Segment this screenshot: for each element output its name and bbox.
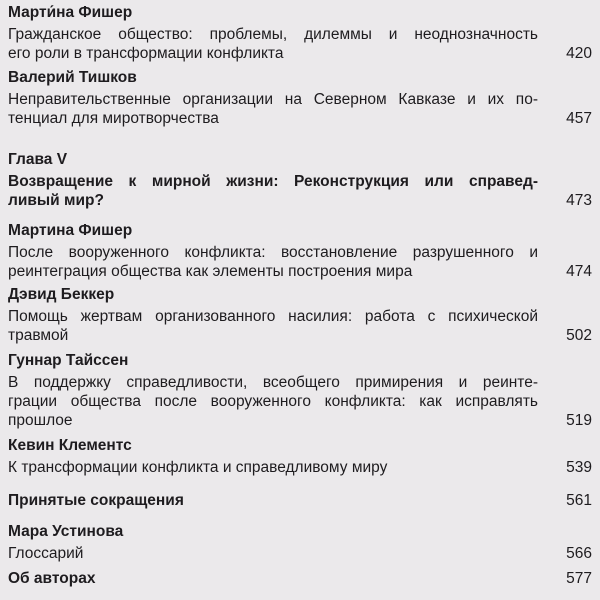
toc-entry [8,351,592,430]
toc-entry [8,221,592,281]
chapter-title [8,172,592,210]
entry-title-line: После вооруженного конфликта: восстановление разрушенного и [8,244,538,261]
page-number: 457 [566,110,592,127]
entry-author: Дэвид Беккер [8,286,115,303]
page-number: 420 [566,45,592,62]
toc-entry [8,569,592,588]
entry-title-line: К трансформации конфликта и справедливому миру [8,459,388,476]
entry-author: Валерий Тишков [8,69,137,86]
toc-entry [8,522,592,563]
entry-title-line: Возвращение к мирной жизни: Реконструкция или справед- [8,173,538,190]
entry-title-line: В поддержку справедливости, всеобщего примирения и реинте- [8,374,538,391]
entry-title [8,458,592,477]
toc-entry [8,436,592,477]
page-number: 474 [566,263,592,280]
chapter-label: Глава V [8,151,68,168]
entry-title-line: Глоссарий [8,545,84,562]
entry-title-line: реинтеграция общества как элементы построения мира [8,263,413,280]
entry-title-line: прошлое [8,412,73,429]
section-title: Принятые сокращения [8,492,184,509]
page-number: 502 [566,327,592,344]
page-number: 473 [566,192,592,209]
entry-title [8,307,592,345]
entry-title-line: Гражданское общество: проблемы, дилеммы и неоднозначность [8,26,538,43]
entry-title [8,25,592,63]
entry-title [8,90,592,128]
entry-title-line: травмой [8,327,69,344]
section-title: Об авторах [8,570,96,587]
page-number: 566 [566,545,592,562]
entry-title-line: тенциал для миротворчества [8,110,219,127]
entry-title-line: грации общества после вооруженного конфликта: как исправлять [8,393,538,410]
entry-title [8,243,592,281]
entry-title-line: его роли в трансформации конфликта [8,45,284,62]
toc-entry [8,285,592,345]
entry-title-line: ливый мир? [8,192,104,209]
toc-entry [8,3,592,63]
entry-title-line: Помощь жертвам организованного насилия: работа с психической [8,308,538,325]
entry-title [8,373,592,430]
toc-entry [8,491,592,510]
page-number: 519 [566,412,592,429]
toc-entry [8,150,592,210]
page-number: 561 [566,492,592,509]
entry-author: Мара Устинова [8,523,124,540]
page-number: 577 [566,570,592,587]
entry-title-line: Неправительственные организации на Северном Кавказе и их по- [8,91,538,108]
toc-entry [8,68,592,128]
entry-author: Кевин Клементс [8,437,132,454]
entry-title [8,544,592,563]
entry-author: Марти́на Фишер [8,4,133,21]
page-number: 539 [566,459,592,476]
entry-author: Гуннар Тайссен [8,352,129,369]
entry-author: Мартина Фишер [8,222,133,239]
